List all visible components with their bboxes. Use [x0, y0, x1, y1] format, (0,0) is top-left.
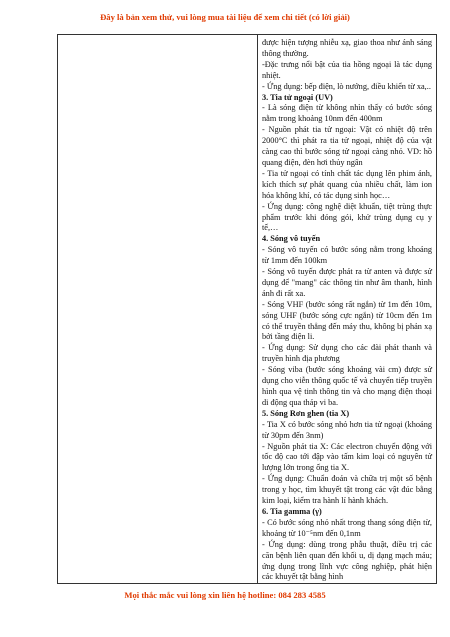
section-heading: 3. Tia tử ngoại (UV) — [262, 92, 333, 102]
paragraph: được hiện tượng nhiễu xạ, giao thoa như ánh sáng thông thường. — [262, 38, 432, 58]
paragraph: - Sóng VHF (bước sóng rất ngắn) từ 1m đến 10m, sóng UHF (bước sóng cực ngắn) từ 10cm đến 1m có thể truyền thẳng đến máy thu, không bị phản xạ bởi tầng điện li. — [262, 299, 432, 342]
paragraph: - Sóng viba (bước sóng khoảng vài cm) được sử dụng cho viễn thông quốc tế và chuyển tiếp truyền hình qua vệ tinh thông tin và cho mạng điện thoại di động qua tháp vi ba. — [262, 365, 432, 407]
paragraph: - Là sóng điện từ không nhìn thấy có bước sóng nằm trong khoảng 10nm đến 400nm — [262, 103, 432, 124]
paragraph: - Sóng vô tuyến được phát ra từ anten và được sử dụng để "mang" các thông tin như âm thanh, hình ảnh đi rất xa. — [262, 267, 432, 298]
paragraph: - Ứng dụng: Sử dụng cho các đài phát thanh và truyền hình địa phương — [262, 343, 432, 364]
paragraph: - Nguồn phát tia tử ngoại: Vật có nhiệt độ trên 2000°C thì phát ra tia tử ngoại, nhiệt độ của vật càng cao thì bước sóng tử ngoại càng nhỏ. VD: hồ quang điện, đèn hơi thủy ngân — [262, 125, 432, 167]
paragraph: - Ứng dụng: bếp điện, lò nướng, điều khiển từ xa,.. — [262, 81, 431, 91]
table-right-column — [258, 35, 436, 583]
paragraph: - Nguồn phát tia X: Các electron chuyển động với tốc độ cao tới đập vào tấm kim loại có nguyên tử lượng lớn trong ống tia X. — [262, 441, 432, 473]
paragraph: - Ứng dụng: dùng trong phẫu thuật, điều trị các căn bệnh liên quan đến khối u, dị dạng mạch máu; ứng dụng trong lĩnh vực công nghiệp, phát hiện các khuyết tật bằng hình — [262, 539, 432, 582]
hotline-footer-banner: Mọi thắc mắc vui lòng xin liên hệ hotline: 084 283 4585 — [124, 590, 326, 600]
paragraph: - Có bước sóng nhỏ nhất trong thang sóng điện từ, khoảng từ 10⁻⁵nm đến 0,1nm — [262, 517, 432, 538]
paragraph: - Ứng dụng: Chuẩn đoán và chữa trị một số bệnh trong y học, tìm khuyết tật trong các vật đúc bằng kim loại, kiểm tra hành lí hành khách. — [262, 474, 432, 506]
paragraph: - Tia tử ngoại có tính chất tác dụng lên phim ảnh, kích thích sự phát quang của nhiều chất, làm ion hóa không khí, có tác dụng sinh học… — [262, 168, 432, 200]
content-table — [57, 34, 437, 584]
preview-notice-banner: Đây là bản xem thử, vui lòng mua tài liệu để xem chi tiết (có lời giải) — [100, 12, 350, 22]
section-heading: 6. Tia gamma (γ) — [262, 506, 322, 516]
paragraph: - Ứng dụng: công nghệ diệt khuẩn, tiệt trùng thực phẩm trước khi đóng gói, khử trùng dụng cụ y tế,… — [262, 201, 432, 233]
paragraph: -Đặc trưng nổi bật của tia hồng ngoại là tác dụng nhiệt. — [262, 59, 432, 80]
section-heading: 4. Sóng vô tuyến — [262, 234, 321, 244]
paragraph: - Tia X có bước sóng nhỏ hơn tia tử ngoại (khoảng từ 30pm đến 3nm) — [262, 419, 432, 440]
table-left-column — [58, 35, 258, 583]
section-heading: 5. Sóng Rơn ghen (tia X) — [262, 408, 350, 418]
paragraph: - Sóng vô tuyến có bước sóng nằm trong khoảng từ 1mm đến 100km — [262, 245, 432, 266]
